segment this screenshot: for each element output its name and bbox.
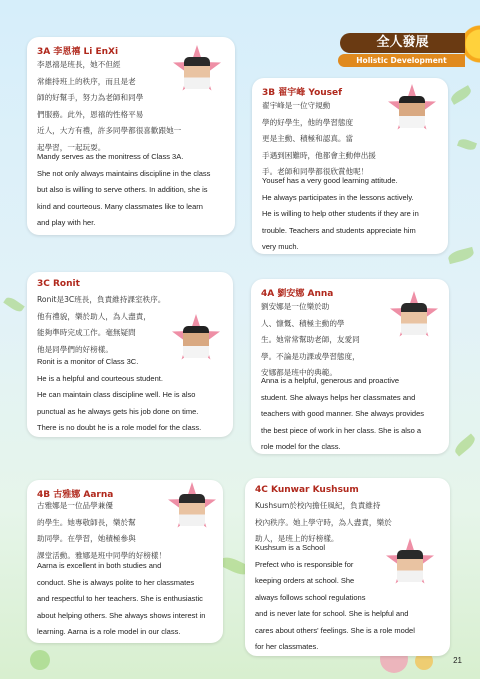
student-description-en: Kushsum is a School Prefect who is responsible for keeping orders at school. She always follows school regulations and is never late for school. She is helpful and cares about others' feelings. She is a role model for her classmates.: [255, 543, 415, 651]
leaf-decoration: [447, 247, 475, 264]
student-description-en: Aarna is excellent in both studies and conduct. She is always polite to her classmates and respectful to her teachers. She is enthusiastic about helping others. She always shows interest in learning. Aarna is a role model in our class.: [37, 561, 206, 636]
student-name: 4A 劉安娜 Anna: [261, 289, 334, 299]
student-card-3a: [27, 37, 235, 235]
page-number: 21: [453, 656, 462, 665]
student-name: 3C Ronit: [37, 279, 80, 289]
student-description-zh: 李恩禧是班長，她不但經 常維持班上的秩序，而且是老 師的好幫手，努力為老師和同學 們服務。此外，恩禧的性格平易 近人，大方有禮，許多同學都很喜歡跟她一 起學習，一起玩耍。: [37, 60, 182, 152]
student-card-4c: [245, 478, 450, 656]
student-name: 3B 翟宇峰 Yousef: [262, 88, 343, 98]
student-name: 3A 李恩禧 Li EnXi: [37, 47, 119, 57]
section-title: 全人發展: [340, 33, 465, 53]
leaf-decoration: [449, 85, 473, 105]
student-card-3c: [27, 272, 233, 437]
leaf-decoration: [3, 295, 25, 314]
leaf-decoration: [453, 433, 478, 456]
student-card-3b: [252, 78, 448, 254]
flower-decoration: [30, 650, 50, 670]
student-description-zh: Kushsum於校內擔任風紀，負責維持 校內秩序。她上學守時，為人盡責，樂於 助人，是班上的好榜樣。: [255, 501, 392, 543]
student-description-zh: 古雅娜是一位品學兼優 的學生。她專敬師長，樂於幫 助同學。在學習，她積極參與 課堂活動。雅娜是班中同學的好榜樣！: [37, 501, 167, 560]
student-name: 4B 古雅娜 Aarna: [37, 490, 114, 500]
student-card-4b: [27, 480, 223, 643]
section-subtitle: Holistic Development: [338, 54, 465, 67]
student-description-zh: 劉安娜是一位樂於助 人、慷慨、積極主動的學 生。她常常幫助老師，友愛同 學。不論是功課或學習態度， 安娜都是班中的典範。: [261, 302, 360, 377]
student-name: 4C Kunwar Kushsum: [255, 485, 359, 495]
leaf-decoration: [457, 137, 477, 152]
student-card-4a: [251, 279, 449, 454]
student-description-zh: Ronit是3C班長，負責維持課室秩序。 他有禮貌，樂於助人，為人盡責， 能夠準時完成工作。毫無疑問 他是同學們的好榜樣。: [37, 295, 166, 354]
student-description-en: Yousef has a very good learning attitude. He always participates in the lessons actively. He is willing to help other students if they are in trouble. Teachers and students appreciate him very much.: [262, 176, 419, 251]
student-description-en: Ronit is a monitor of Class 3C. He is a helpful and courteous student. He can maintain class discipline well. He is also punctual as he always gets his job done on time. There is no doubt he is a role model for the class.: [37, 357, 202, 432]
student-description-en: Mandy serves as the monitress of Class 3A. She not only always maintains discipline in the class but also is willing to serve others. In addition, she is kind and courteous. Many classmates like to learn and play with her.: [37, 152, 211, 227]
student-description-en: Anna is a helpful, generous and proactive student. She always helps her classmates and teachers with good manner. She always provides the best piece of work in her class. She is also a role model for the class.: [261, 376, 425, 451]
student-description-zh: 翟宇峰是一位守規動 學的好學生，他的學習態度 更是主動、積極和認真。當 手遇到困難時，他都會主動伸出援 手。老師和同學都很欣賞他呢！: [262, 101, 376, 176]
